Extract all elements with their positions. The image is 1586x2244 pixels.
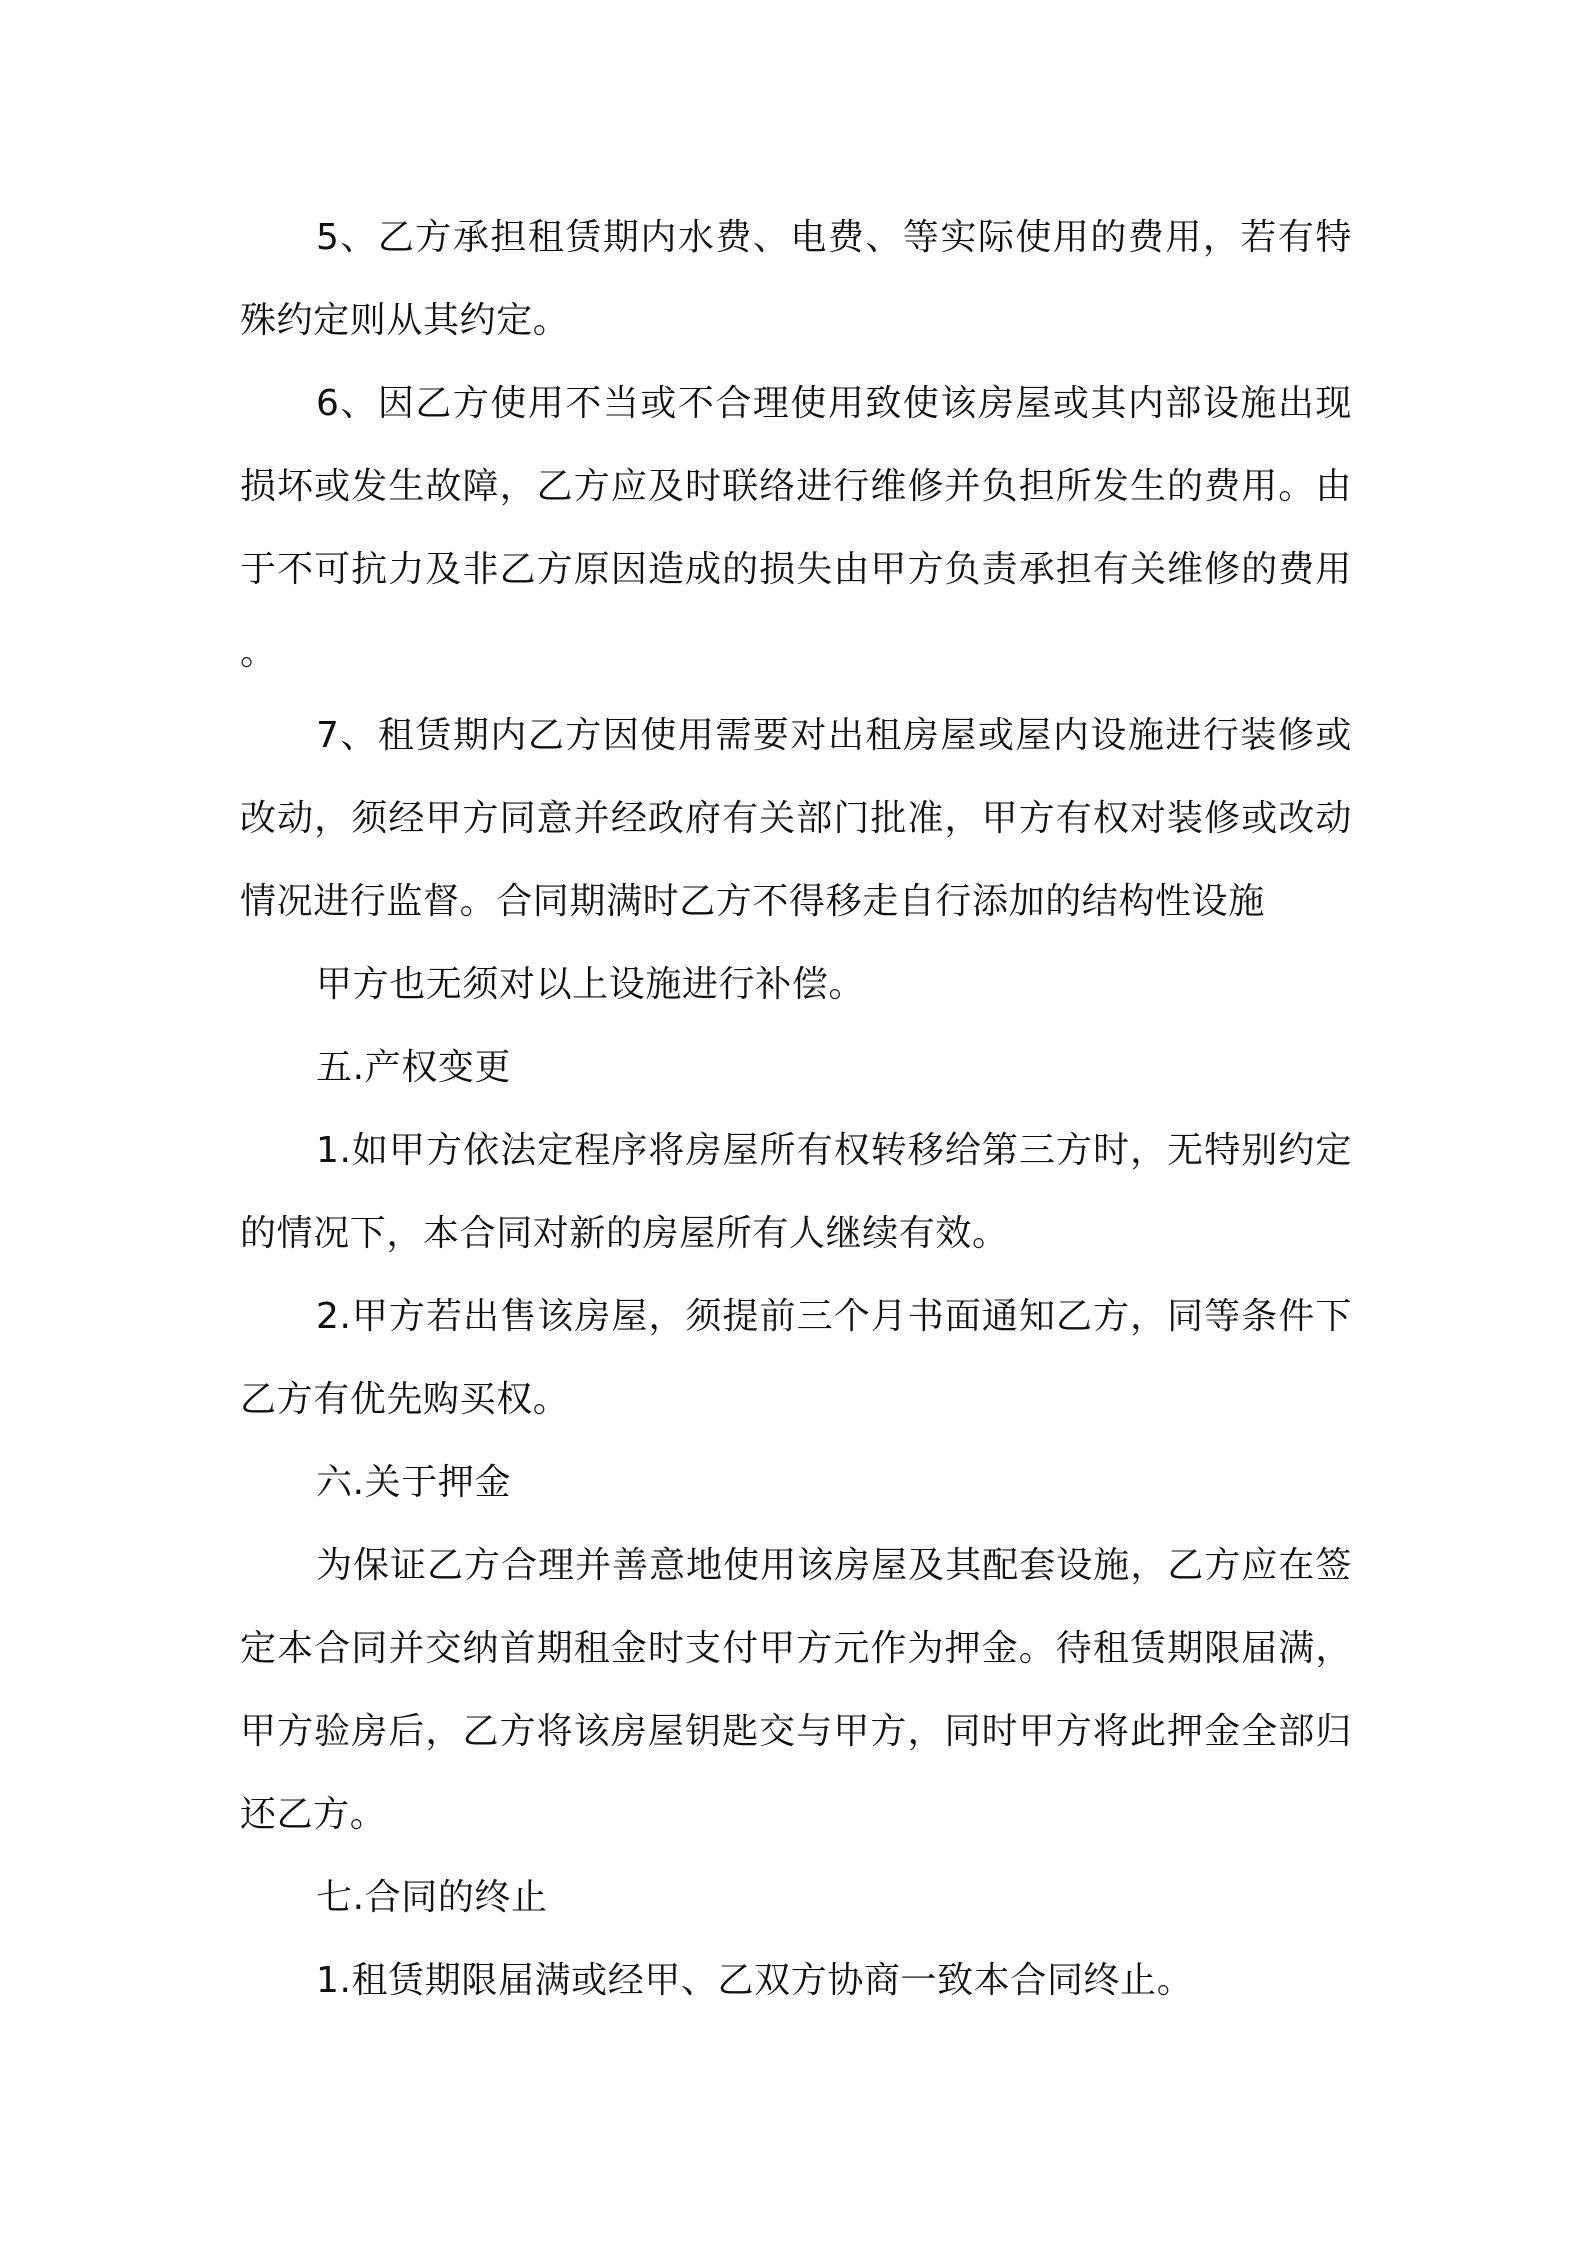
clause-5-utilities: 5、乙方承担租赁期内水费、电费、等实际使用的费用，若有特殊约定则从其约定。 xyxy=(240,217,1352,341)
termination-clause-1: 1.租赁期限届满或经甲、乙双方协商一致本合同终止。 xyxy=(316,1960,1194,2001)
section-heading-termination: 七.合同的终止 xyxy=(316,1877,548,1918)
section-heading-deposit: 六.关于押金 xyxy=(316,1462,512,1503)
clause-6-repairs: 6、因乙方使用不当或不合理使用致使该房屋或其内部设施出现损坏或发生故障，乙方应及时联络进行维修并负担所发生的费用。由于不可抗力及非乙方原因造成的损失由甲方负责承担有关维修的费用。 xyxy=(240,383,1352,673)
ownership-clause-1: 1.如甲方依法定程序将房屋所有权转移给第三方时，无特别约定的情况下，本合同对新的房屋所有人继续有效。 xyxy=(240,1130,1352,1254)
clause-7-no-compensation: 甲方也无须对以上设施进行补偿。 xyxy=(316,964,866,1005)
section-heading-ownership-change: 五.产权变更 xyxy=(316,1047,512,1088)
clause-7-renovation: 7、租赁期内乙方因使用需要对出租房屋或屋内设施进行装修或改动，须经甲方同意并经政府有关部门批准，甲方有权对装修或改动情况进行监督。合同期满时乙方不得移走自行添加的结构性设施 xyxy=(240,715,1352,922)
ownership-clause-2: 2.甲方若出售该房屋，须提前三个月书面通知乙方，同等条件下乙方有优先购买权。 xyxy=(240,1296,1352,1420)
deposit-clause: 为保证乙方合理并善意地使用该房屋及其配套设施，乙方应在签定本合同并交纳首期租金时支付甲方元作为押金。待租赁期限届满，甲方验房后，乙方将该房屋钥匙交与甲方，同时甲方将此押金全部归还乙方。 xyxy=(240,1545,1352,1835)
document-body xyxy=(240,196,1352,2022)
